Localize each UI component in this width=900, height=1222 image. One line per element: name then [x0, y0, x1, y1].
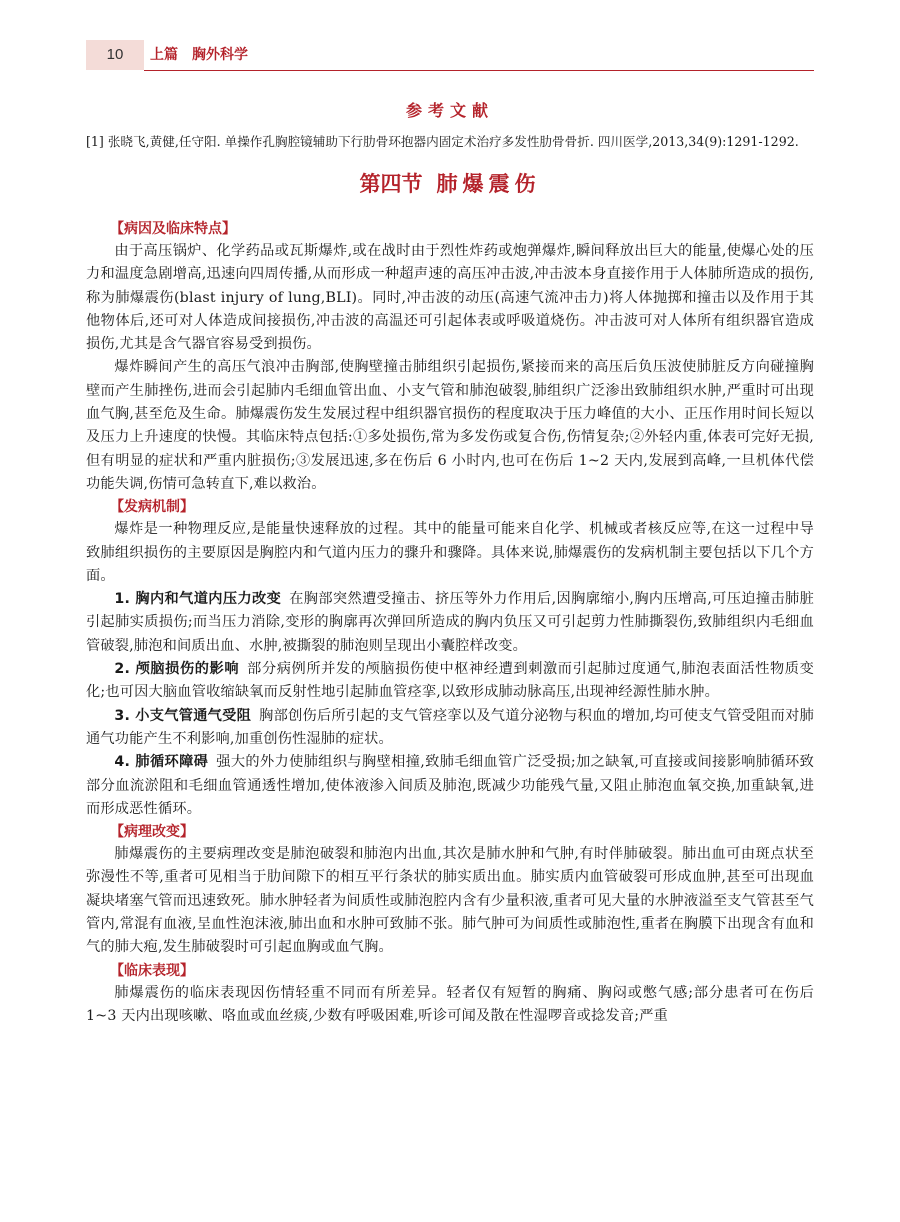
paragraph: 由于高压锅炉、化学药品或瓦斯爆炸,或在战时由于烈性炸药或炮弹爆炸,瞬间释放出巨大的能量,使爆心处的压力和温度急剧增高,迅速向四周传播,从而形成一种超声速的高压冲击波,冲击波本身直接作用于人体肺所造成的损伤,称为肺爆震伤(blast injury of lung,BLI)。同时,冲击波的动压(高速气流冲击力)将人体抛掷和撞击以及作用于其他物体后,还可对人体造成间接损伤,冲击波的高温还可引起体表或呼吸道烧伤。冲击波可对人体所有组织器官造成损伤,尤其是含气器官容易受到损伤。: [86, 243, 814, 353]
heading-mechanism: 【发病机制】: [110, 499, 194, 516]
heading-pathology: 【病理改变】: [110, 824, 194, 841]
item-text: 在胸部突然遭受撞击、挤压等外力作用后,因胸廓缩小,胸内压增高,可压迫撞击肺脏引起肺实质损伤;而当压力消除,变形的胸廓再次弹回所造成的胸内负压又可引起剪力性肺撕裂伤,致肺组织内毛细血管破裂,肺泡和间质出血、水肿,被撕裂的肺泡则呈现出小囊腔样改变。: [86, 591, 814, 654]
section-number: 第四节: [359, 172, 423, 196]
mechanism-item: [86, 588, 814, 658]
item-heading: 4. 肺循环障碍: [114, 754, 209, 771]
item-text: 胸部创伤后所引起的支气管痉挛以及气道分泌物与积血的增加,均可使支气管受阻而对肺通气功能产生不利影响,加重创伤性湿肺的症状。: [86, 707, 814, 747]
item-text: 强大的外力使肺组织与胸壁相撞,致肺毛细血管广泛受损;加之缺氧,可直接或间接影响肺循环致部分血流淤阻和毛细血管通透性增加,使体液渗入间质及肺泡,既减少功能残气量,又阻止肺泡血氧交换,加重缺氧,进而形成恶性循环。: [86, 754, 814, 817]
mechanism-item: [86, 751, 814, 821]
section-title: [86, 168, 814, 198]
part-label: 上篇: [150, 47, 178, 63]
item-heading: 3. 小支气管通气受阻: [114, 707, 252, 724]
page-number: 10: [86, 40, 144, 70]
mechanism-item: [86, 658, 814, 705]
paragraph: 爆炸瞬间产生的高压气浪冲击胸部,使胸壁撞击肺组织引起损伤,紧接而来的高压后负压波使肺脏反方向碰撞胸壁而产生肺挫伤,进而会引起肺内毛细血管出血、小支气管和肺泡破裂,肺组织广泛渗出致肺组织水肿,严重时可出现血气胸,甚至危及生命。肺爆震伤发生发展过程中组织器官损伤的程度取决于压力峰值的大小、正压作用时间长短以及压力上升速度的快慢。其临床特点包括:①多处损伤,常为多发伤或复合伤,伤情复杂;②外轻内重,体表可完好无损,但有明显的症状和严重内脏损伤;③发展迅速,多在伤后 6 小时内,也可在伤后 1~2 天内,发展到高峰,一旦机体代偿功能失调,伤情可急转直下,难以救治。: [86, 359, 814, 492]
page-content: [86, 92, 814, 1028]
heading-clinical: 【临床表现】: [110, 962, 194, 979]
paragraph: 肺爆震伤的主要病理改变是肺泡破裂和肺泡内出血,其次是肺水肿和气肿,有时伴肺破裂。肺出血可由斑点状至弥漫性不等,重者可见相当于肋间隙下的相互平行条状的肺实质出血。肺实质内血管破裂可形成血肿,甚至可出现血凝块堵塞气管而迅速致死。肺水肿轻者为间质性或肺泡腔内含有少量积液,重者可见大量的水肿液溢至支气管甚至气管内,常混有血液,呈血性泡沫液,肺出血和水肿可致肺不张。肺气肿可为间质性或肺泡性,重者在胸膜下出现含有血和气的肺大疱,发生肺破裂时可引起血胸或血气胸。: [86, 846, 814, 956]
section-name: 肺爆震伤: [436, 172, 541, 196]
paragraph: 爆炸是一种物理反应,是能量快速释放的过程。其中的能量可能来自化学、机械或者核反应等,在这一过程中导致肺组织损伤的主要原因是胸腔内和气道内压力的骤升和骤降。具体来说,肺爆震伤的发病机制主要包括以下几个方面。: [86, 521, 814, 584]
references-title: 参考文献: [405, 101, 494, 120]
paragraph: 肺爆震伤的临床表现因伤情轻重不同而有所差异。轻者仅有短暂的胸痛、胸闷或憋气感;部分患者可在伤后 1~3 天内出现咳嗽、咯血或血丝痰,少数有呼吸困难,听诊可闻及散在性湿啰音或捻发音;严重: [86, 984, 814, 1024]
heading-etiology: 【病因及临床特点】: [110, 221, 236, 237]
running-header: [150, 40, 262, 70]
reference-item: [1] 张晓飞,黄健,任守阳. 单操作孔胸腔镜辅助下行肋骨环抱器内固定术治疗多发性肋骨骨折. 四川医学,2013,34(9):1291-1292.: [86, 134, 799, 149]
item-heading: 2. 颅脑损伤的影响: [114, 661, 240, 678]
header-rule: [144, 70, 814, 71]
book-title: 胸外科学: [192, 47, 248, 63]
item-text: 部分病例所并发的颅脑损伤使中枢神经遭到刺激而引起肺过度通气,肺泡表面活性物质变化;也可因大脑血管收缩缺氧而反射性地引起肺血管痉挛,以致形成肺动脉高压,出现神经源性肺水肿。: [86, 661, 814, 701]
item-heading: 1. 胸内和气道内压力改变: [114, 591, 282, 608]
mechanism-item: [86, 705, 814, 752]
